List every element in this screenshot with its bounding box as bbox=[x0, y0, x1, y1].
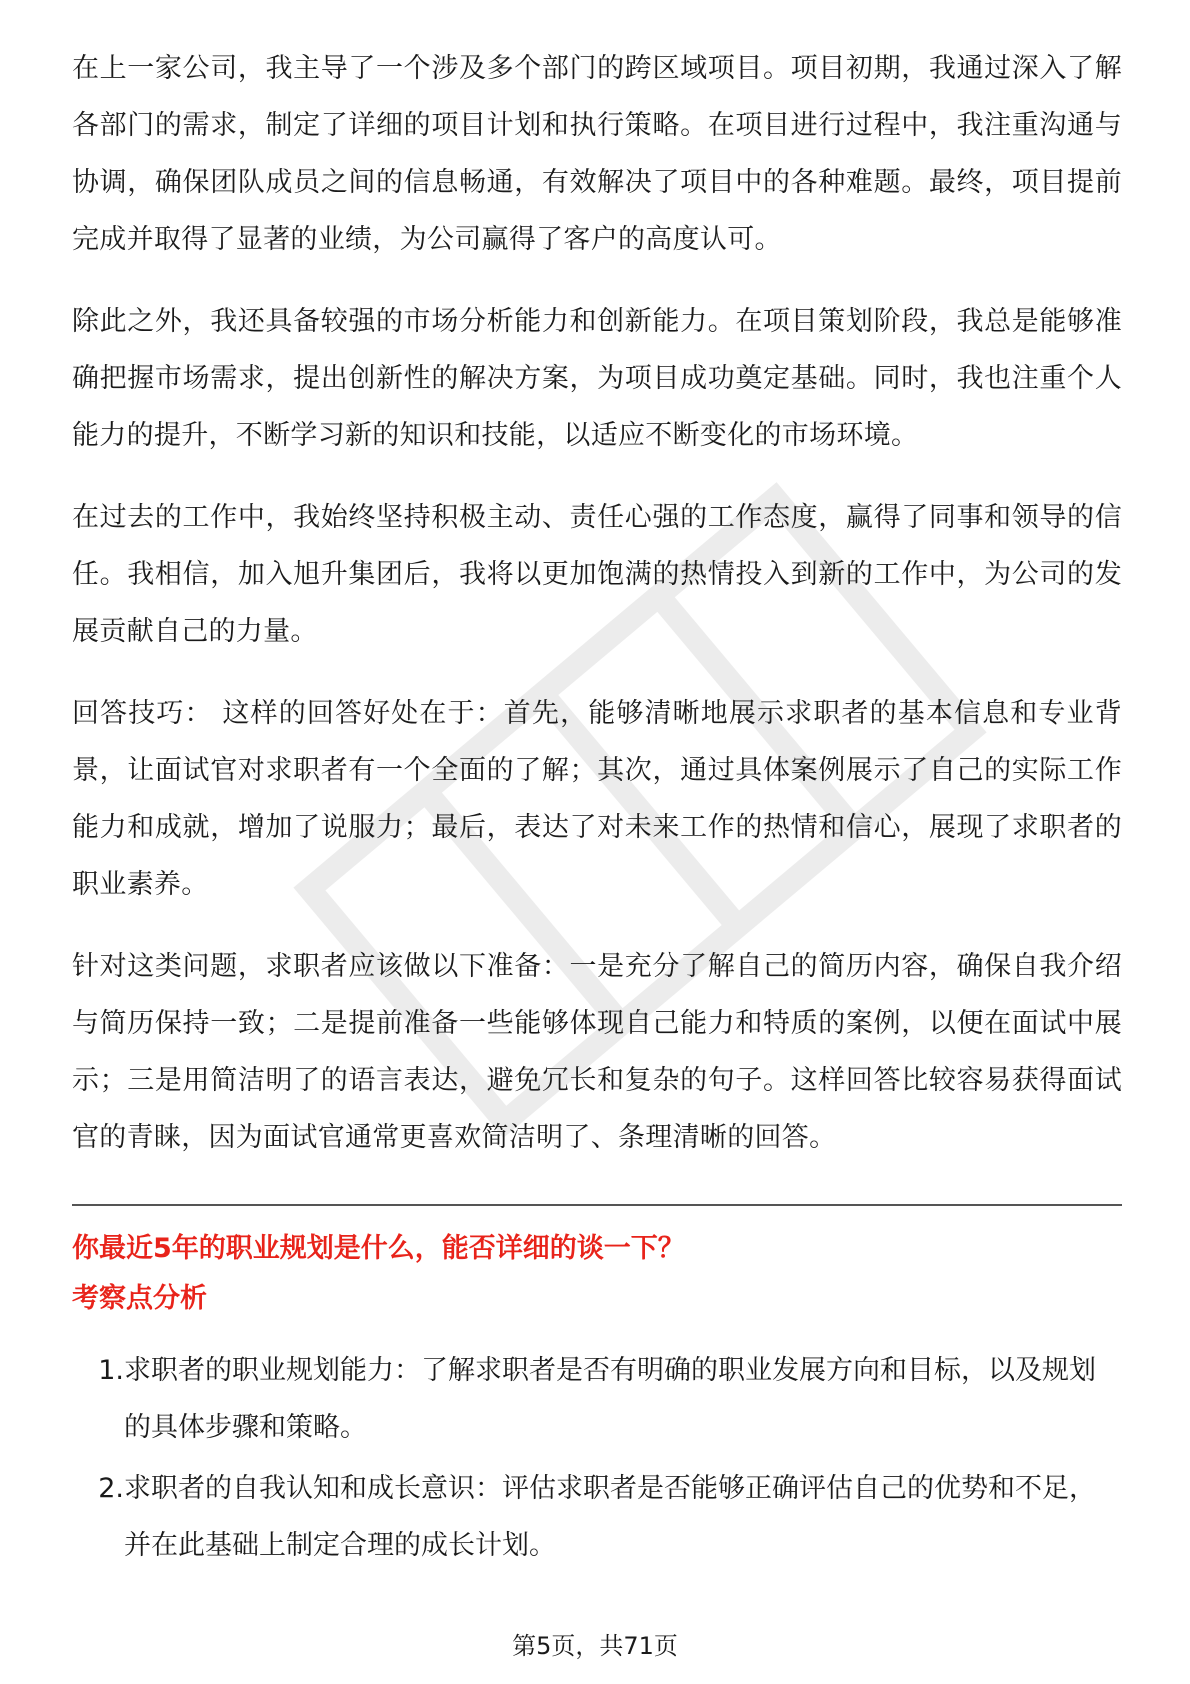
list-item bbox=[72, 1460, 1122, 1574]
list-item-number: 1. bbox=[98, 1355, 124, 1386]
paragraph-preparation: 针对这类问题，求职者应该做以下准备：一是充分了解自己的简历内容，确保自我介绍与简历保持一致；二是提前准备一些能够体现自己能力和特质的案例，以便在面试中展示；三是用简洁明了的语言表达，避免冗长和复杂的句子。这样回答比较容易获得面试官的青睐，因为面试官通常更喜欢简洁明了、条理清晰的回答。 bbox=[72, 951, 1122, 1153]
list-item-text: 求职者的自我认知和成长意识：评估求职者是否能够正确评估自己的优势和不足，并在此基础上制定合理的成长计划。 bbox=[124, 1473, 1096, 1561]
analysis-heading: 考察点分析 bbox=[72, 1283, 207, 1314]
analysis-list bbox=[72, 1342, 1122, 1574]
paragraph-answer-tips: 回答技巧： 这样的回答好处在于：首先，能够清晰地展示求职者的基本信息和专业背景，让面试官对求职者有一个全面的了解；其次，通过具体案例展示了自己的实际工作能力和成就，增加了说服力；最后，表达了对未来工作的热情和信心，展现了求职者的职业素养。 bbox=[72, 698, 1122, 900]
section-divider bbox=[72, 1204, 1122, 1206]
question-title: 你最近5年的职业规划是什么，能否详细的谈一下？ bbox=[72, 1233, 685, 1264]
paragraph-project-experience: 在上一家公司，我主导了一个涉及多个部门的跨区域项目。项目初期，我通过深入了解各部门的需求，制定了详细的项目计划和执行策略。在项目进行过程中，我注重沟通与协调，确保团队成员之间的信息畅通，有效解决了项目中的各种难题。最终，项目提前完成并取得了显著的业绩，为公司赢得了客户的高度认可。 bbox=[72, 53, 1122, 255]
document-page bbox=[72, 40, 1122, 1578]
list-item-text: 求职者的职业规划能力：了解求职者是否有明确的职业发展方向和目标，以及规划的具体步骤和策略。 bbox=[124, 1355, 1096, 1443]
paragraph-market-ability: 除此之外，我还具备较强的市场分析能力和创新能力。在项目策划阶段，我总是能够准确把握市场需求，提出创新性的解决方案，为项目成功奠定基础。同时，我也注重个人能力的提升，不断学习新的知识和技能，以适应不断变化的市场环境。 bbox=[72, 306, 1122, 451]
page-footer: 第5页，共71页 bbox=[512, 1632, 678, 1660]
paragraph-work-attitude: 在过去的工作中，我始终坚持积极主动、责任心强的工作态度，赢得了同事和领导的信任。我相信，加入旭升集团后，我将以更加饱满的热情投入到新的工作中，为公司的发展贡献自己的力量。 bbox=[72, 502, 1122, 647]
list-item-number: 2. bbox=[98, 1473, 124, 1504]
list-item bbox=[72, 1342, 1122, 1456]
